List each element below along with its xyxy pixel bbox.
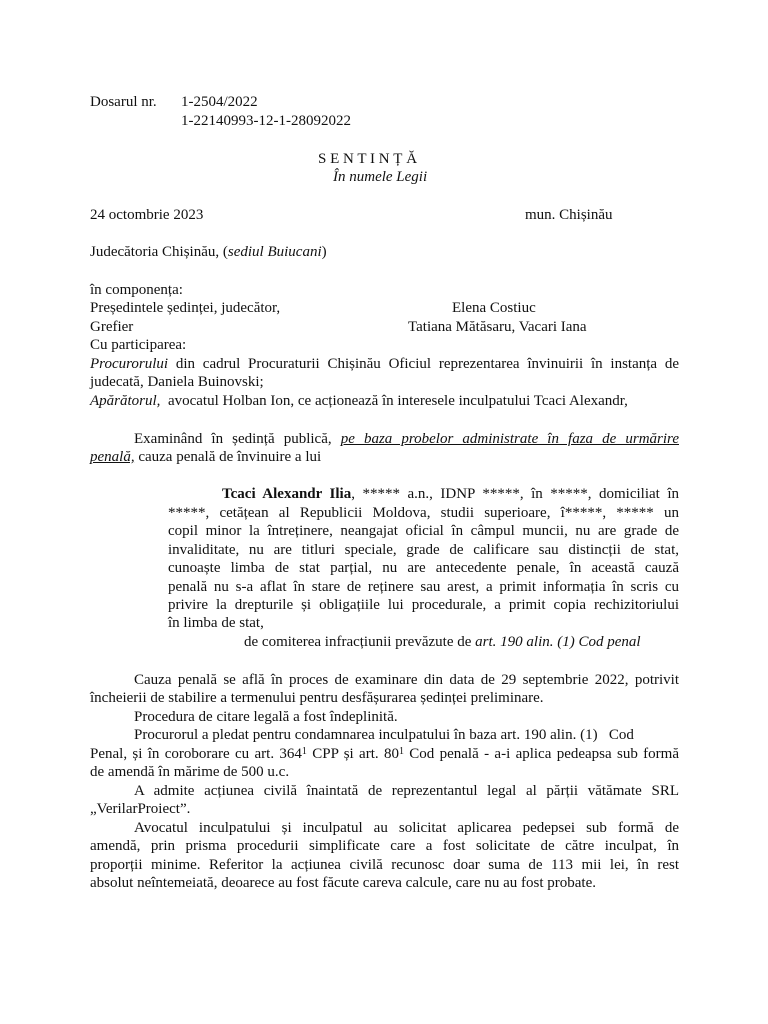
p1-line-1: Cauza penală se află în proces de examinare din data de 29 septembrie 2022, potrivit (134, 672, 679, 688)
prosecutor-line-1: Procurorului din cadrul Procuraturii Chișinău Oficiul reprezentarea învinuirii în instanța de (90, 356, 679, 372)
prosecutor-line-2: judecată, Daniela Buinovski; (90, 374, 264, 390)
document-title: S E N T I N Ț Ă (318, 151, 418, 167)
p5-line-1: Avocatul inculpatului și inculpatul au solicitat aplicarea pedepsei sub formă de (134, 820, 679, 836)
document-date: 24 octombrie 2023 (90, 207, 204, 223)
defendant-line-8: în limba de stat, (168, 615, 264, 631)
document-city: mun. Chișinău (525, 207, 613, 223)
document-subtitle: În numele Legii (333, 169, 428, 185)
participation-label: Cu participarea: (90, 337, 187, 353)
clerk-names: Tatiana Mătăsaru, Vacari Iana (408, 319, 587, 335)
examination-line-2: penală, cauza penală de învinuire a lui (90, 449, 322, 465)
p4-line-1: A admite acțiunea civilă înaintată de reprezentantul legal al părții vătămate SRL (134, 783, 679, 799)
defendant-line-7: privire la drepturile și obligațiile lui procedurale, a primit copia rechizitoriului (168, 597, 679, 613)
president-label: Președintele ședinței, judecător, (90, 300, 281, 316)
p5-line-3: proporții minime. Referitor la acțiunea civilă recunosc doar suma de 113 mii lei, în rest (90, 857, 679, 873)
president-name: Elena Costiuc (452, 300, 536, 316)
p3-line-2: Penal, și în coroborare cu art. $364^1$ CPP și art. $80^1$ Cod penală - a-i aplica pedeapsa sub formă (90, 746, 679, 762)
dosar-number-2: 1-22140993-12-1-28092022 (181, 113, 351, 129)
p3-line-1: Procurorul a pledat pentru condamnarea inculpatului în baza art. 190 alin. (1) Cod (134, 727, 634, 743)
defendant-line-5: cunoaște limba de stat parțial, nu are antecedente penale, în această cauză (168, 560, 679, 576)
p4-line-2: „VerilarProiect”. (90, 801, 191, 817)
p2: Procedura de citare legală a fost îndeplinită. (134, 709, 398, 725)
defendant-line-6: penală nu s-a aflat în stare de reținere sau arest, a primit informația în scris cu (168, 579, 679, 595)
defendant-line-1: Tcaci Alexandr Ilia, ***** a.n., IDNP *****, în *****, domiciliat în (222, 486, 679, 502)
court-name: Judecătoria Chișinău, (sediul Buiucani) (90, 244, 327, 260)
dosar-label: Dosarul nr. (90, 94, 157, 110)
p3-line-3: de amendă în mărime de 500 u.c. (90, 764, 290, 780)
p5-line-4: absolut neîntemeiată, deoarece au fost făcute careva calcule, care nu au fost probate. (90, 875, 596, 891)
dosar-number-1: 1-2504/2022 (181, 94, 258, 110)
defender-line: Apărătorul, avocatul Holban Ion, ce acționează în interesele inculpatului Tcaci Alexandr, (90, 393, 628, 409)
defendant-line-2: *****, cetățean al Republicii Moldova, studii superioare, î*****, ***** un (168, 505, 679, 521)
defendant-line-3: copil minor la întreținere, neangajat oficial în câmpul muncii, nu are grade de (168, 523, 679, 539)
composition-label: în componența: (90, 282, 183, 298)
charge-line: de comiterea infracțiunii prevăzute de art. 190 alin. (1) Cod penal (244, 634, 641, 650)
p1-line-2: încheierii de stabilire a termenului pentru desfășurarea ședinței preliminare. (90, 690, 544, 706)
clerk-label: Grefier (90, 319, 134, 335)
examination-line-1: Examinând în ședință publică, pe baza probelor administrate în faza de urmărire (134, 431, 679, 447)
defendant-line-4: invaliditate, nu are titluri speciale, grade de calificare sau distincții de stat, (168, 542, 679, 558)
p5-line-2: amendă, prin prisma procedurii simplificate care a fost solicitate de către inculpat, în (90, 838, 679, 854)
